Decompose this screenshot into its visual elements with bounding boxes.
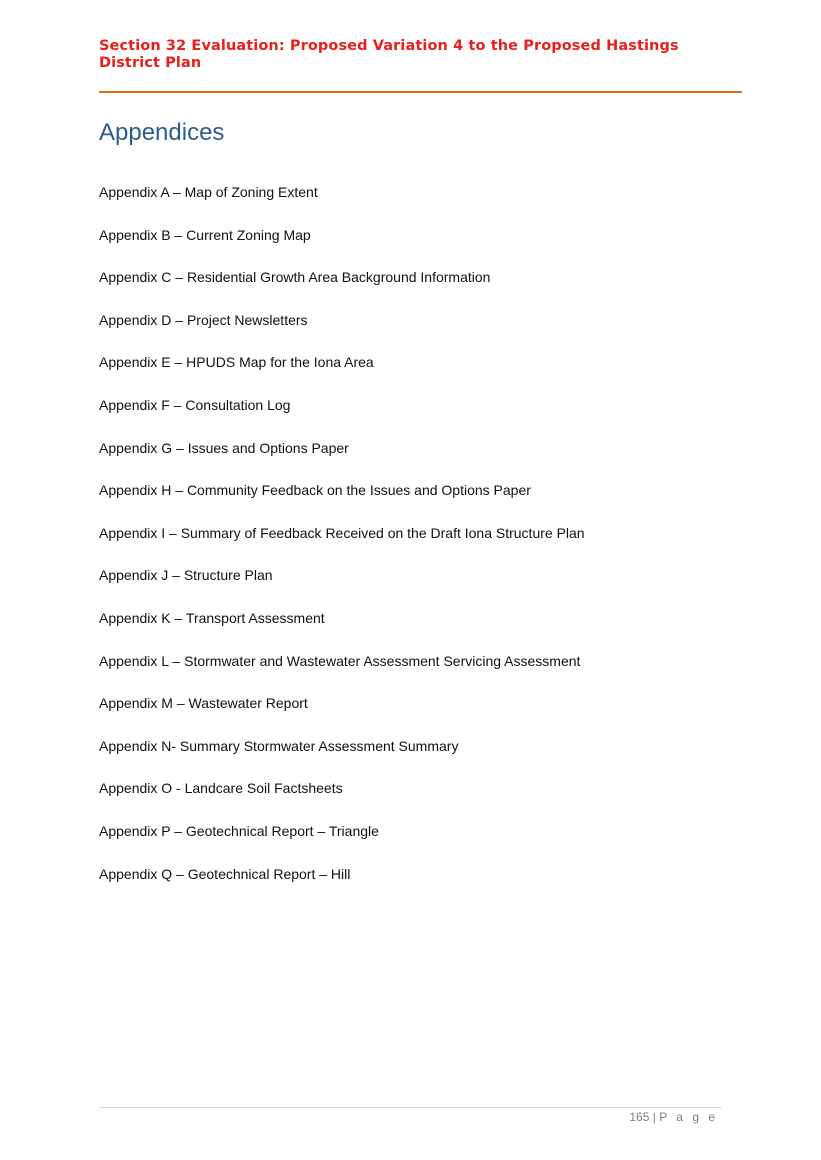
appendix-item-e: Appendix E – HPUDS Map for the Iona Area [99,354,374,371]
appendix-item-g: Appendix G – Issues and Options Paper [99,439,349,456]
page-number: 165 [629,1110,650,1124]
document-header-title: Section 32 Evaluation: Proposed Variation 4 to the Proposed Hastings District Plan [99,38,679,71]
page-label: P a g e [659,1110,718,1124]
appendix-item-o: Appendix O - Landcare Soil Factsheets [99,780,343,797]
appendix-item-p: Appendix P – Geotechnical Report – Triangle [99,822,379,839]
appendix-item-k: Appendix K – Transport Assessment [99,609,325,626]
appendix-item-f: Appendix F – Consultation Log [99,396,291,413]
footer-separator: | [652,1110,656,1124]
appendix-item-q: Appendix Q – Geotechnical Report – Hill [99,865,351,882]
footer-divider [99,1107,722,1108]
appendix-item-b: Appendix B – Current Zoning Map [99,226,311,243]
appendix-item-h: Appendix H – Community Feedback on the Issues and Options Paper [99,482,531,499]
appendix-item-l: Appendix L – Stormwater and Wastewater Assessment Servicing Assessment [99,652,581,669]
appendix-list [99,180,585,904]
header-divider [99,91,742,93]
appendix-item-i: Appendix I – Summary of Feedback Received on the Draft Iona Structure Plan [99,524,585,541]
appendix-item-m: Appendix M – Wastewater Report [99,695,308,712]
appendix-item-c: Appendix C – Residential Growth Area Background Information [99,269,491,286]
appendix-item-n: Appendix N- Summary Stormwater Assessment Summary [99,737,459,754]
page-footer [629,1109,718,1125]
page-title: Appendices [99,119,225,146]
appendix-item-a: Appendix A – Map of Zoning Extent [99,184,318,200]
appendix-item-j: Appendix J – Structure Plan [99,567,273,584]
appendix-item-d: Appendix D – Project Newsletters [99,311,308,328]
